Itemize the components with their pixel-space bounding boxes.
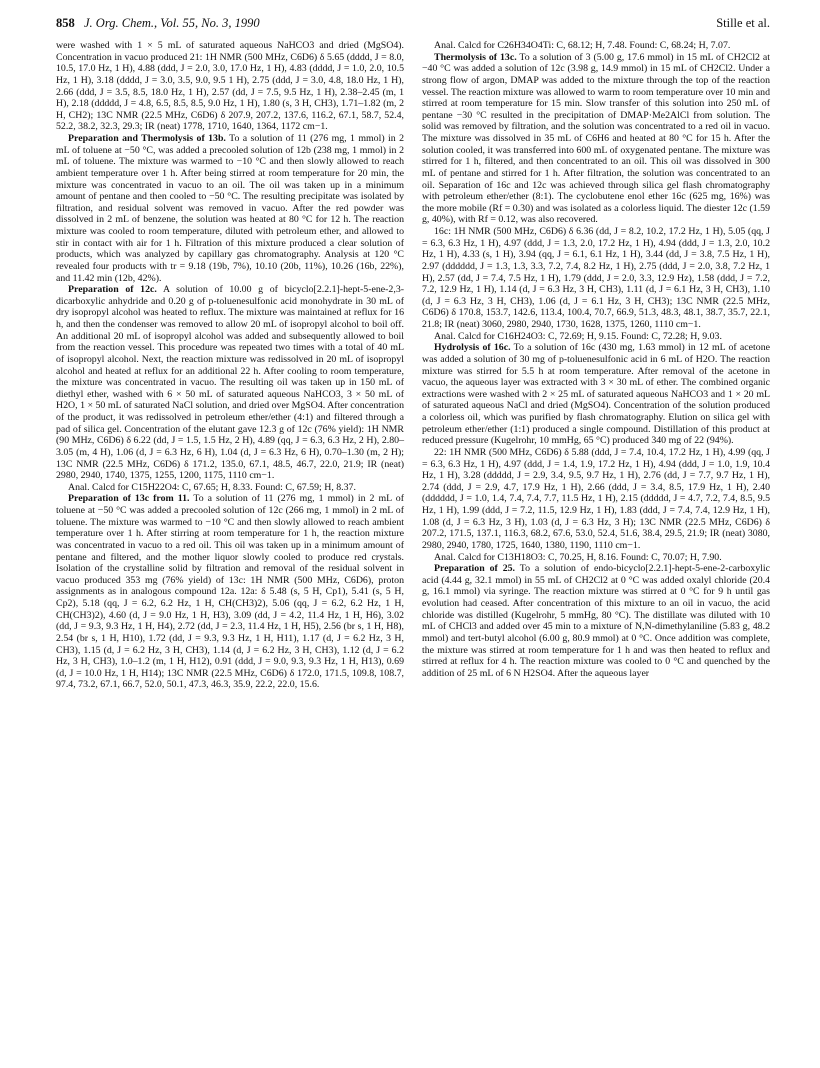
paragraph: were washed with 1 × 5 mL of saturated aqueous NaHCO3 and dried (MgSO4). Concentration in vacuo produced 21: 1H NMR (500 MHz, C6D6) δ 5.65 (dddd, J = 8.0, 10.5, 17.0 Hz, 1 H), 4.88 (ddd, J = 2.0, 3.0, 17.0 Hz, 1 H), 4.83 (dddd, J = 1.0, 2.0, 10.5 Hz, 1 H), 3.18 (dddd, J = 3.0, 3.5, 9.0, 9.5 1 H), 2.75 (ddd, J = 3.0, 4.8, 18.0 Hz, 1 H), 2.66 (ddd, J = 3.5, 8.5, 18.0 Hz, 1 H), 2.57 (dd, J = 7.5, 9.5 Hz, 1 H), 2.38–2.45 (m, 1 H), 2.18 (ddddd, J = 4.8, 6.5, 8.5, 8.5, 9.0 Hz, 1 H), 1.80 (s, 3 H, CH3), 1.71–1.82 (m, 2 H, CH2); 13C NMR (22.5 MHz, C6D6) δ 207.9, 207.2, 137.6, 116.2, 67.1, 58.7, 52.4, 52.2, 38.2, 32.3, 29.3; IR (neat) 1778, 1710, 1640, 1364, 1172 cm−1. (56, 40, 404, 133)
paragraph: Hydrolysis of 16c. To a solution of 16c (430 mg, 1.63 mmol) in 12 mL of acetone was added a solution of 30 mg of p-toluenesulfonic acid in 6 mL of H2O. The reaction mixture was stirred for 5.5 h at room temperature. After removal of the acetone in vacuo, the aqueous layer was extracted with 3 × 30 mL of ether. The combined organic extractions were washed with 2 × 25 mL of saturated aqueous NaHCO3 and 1 × 20 mL of saturated aqueous NaCl and dried (MgSO4). Concentration of the solution produced a colorless oil, which was purified by flash chromatography. Elution on silica gel with petroleum ether/ether (1:1) produced a single compound. Distillation of this product at reduced pressure (Kugelrohr, 10 mmHg, 65 °C) produced 340 mg of 22 (94%). (422, 342, 770, 447)
section-heading: Preparation of 12c. (68, 284, 157, 296)
section-heading: Preparation and Thermolysis of 13b. (68, 133, 226, 144)
paragraph: Anal. Calcd for C15H22O4: C, 67.65; H, 8.33. Found: C, 67.59; H, 8.37. (68, 481, 356, 493)
section-heading: Thermolysis of 13c. (434, 51, 517, 63)
left-column (56, 40, 404, 691)
paragraph: Preparation of 13c from 11. To a solution of 11 (276 mg, 1 mmol) in 2 mL of toluene at −50 °C was added a precooled solution of 12c (266 mg, 1 mmol) in 2 mL of toluene. The mixture was warmed to −10 °C and then slowly allowed to reach ambient temperature over 1 h. After stirring at room temperature for 1 h, the reaction mixture was concentrated in vacuo to a red oil. This oil was taken up in a minimum amount of pentane and filtered, and the mother liquor slowly cooled to produce red crystals. Isolation of the crystalline solid by filtration and removal of the residual solvent in vacuo produced 353 mg (76% yield) of 13c: 1H NMR (500 MHz, C6D6), proton assignments as in analogous compound 12a. 12a: δ 5.48 (s, 5 H, Cp1), 5.41 (s, 5 H, Cp2), 5.18 (qq, J = 6.2, 6.2 Hz, 1 H, CH(CH3)2), 5.06 (qq, J = 6.2, 6.2 Hz, 1 H, CH(CH3)2), 4.60 (d, J = 9.0 Hz, 1 H, H3), 3.09 (dd, J = 4.2, 11.4 Hz, 1 H, H6), 3.02 (dd, J = 9.3, 9.3 Hz, 1 H, H4), 2.72 (dd, J = 2.3, 11.4 Hz, 1 H, H5), 2.56 (br s, 1 H, H8), 2.54 (br s, 1 H, H10), 1.72 (dd, J = 9.3, 9.3 Hz, 1 H, H11), 1.17 (d, J = 6.2 Hz, 3 H, CH3), 1.15 (d, J = 6.2 Hz, 3 H, CH3), 1.14 (d, J = 6.2 Hz, 3 H, CH3), 1.12 (d, J = 6.2 Hz, 3 H, CH3), 1.0–1.2 (m, 1 H, H12), 0.91 (ddd, J = 9.0, 9.3, 9.3 Hz, 1 H, H13), 0.69 (d, J = 10.0 Hz, 1 H, H14); 13C NMR (22.5 MHz, C6D6) δ 172.0, 171.5, 109.8, 108.7, 97.4, 73.2, 67.1, 66.7, 52.0, 50.1, 47.3, 46.3, 35.9, 22.2, 22.0, 15.6. (56, 493, 404, 691)
paragraph: Preparation of 25. To a solution of endo-bicyclo[2.2.1]-hept-5-ene-2-carboxylic acid (4.44 g, 32.1 mmol) in 55 mL of CH2Cl2 at 0 °C was added oxalyl chloride (20.4 g, 16.1 mmol) via syringe. The reaction mixture was stirred at 0 °C for 9 h until gas evolution had ceased. After concentration of this mixture to an oil in vacuo, the acid chloride was distilled (Kugelrohr, 5 mmHg, 80 °C). The distillate was diluted with 10 mL of CHCl3 and added over 45 min to a mixture of N,N-dimethylaniline (5.83 g, 48.2 mmol) and tert-butyl alcohol (6.00 g, 80.9 mmol) at 0 °C. Once addition was complete, the mixture was stirred at room temperature for 1 h and was then heated to reflux and stirred at reflux for 4 h. The reaction mixture was cooled to 0 °C and quenched by the addition of 25 mL of 6 N H2SO4. After the aqueous layer (422, 563, 770, 679)
journal-citation: J. Org. Chem., Vol. 55, No. 3, 1990 (84, 16, 260, 30)
section-heading: Preparation of 25. (434, 563, 516, 575)
running-authors: Stille et al. (716, 16, 770, 30)
page-header (56, 16, 770, 38)
paragraph: Anal. Calcd for C13H18O3: C, 70.25, H, 8.16. Found: C, 70.07; H, 7.90. (434, 551, 722, 563)
paragraph: Thermolysis of 13c. To a solution of 3 (5.00 g, 17.6 mmol) in 15 mL of CH2Cl2 at −40 °C was added a solution of 12c (3.98 g, 14.9 mmol) in 15 mL of CH2Cl2. Under a strong flow of argon, DMAP was added to the mixture through the top of the reaction vessel. The reaction mixture was allowed to warm to room temperature over 10 min and stirred at room temperature for 15 min. Slow transfer of this solution into 250 mL of pentane −30 °C resulted in the precipitation of DMAP·Me2AlCl from solution. The solid was removed by filtration, and the solution was concentrated to a red oil in vacuo. The mixture was dissolved in 35 mL of C6H6 and heated at 80 °C for 15 h. After the solution cooled, it was transferred into 600 mL of oxygenated pentane. The mixture was stirred for 1 h, filtered, and then concentrated to an oil. This oil was dissolved in 300 mL of pentane and stirred for 1 h. After filtration, the solution was concentrated to an oil. Separation of 16c and 12c was achieved through silica gel flash chromatography with petroleum ether/ether (8:1). The cyclobutene enol ether 16c (625 mg, 16%) was the more mobile (Rf = 0.30) and was isolated as a colorless liquid. The diester 12c (1.59 g, 40%), with Rf = 0.12, was also recovered. (422, 51, 770, 226)
paragraph: Anal. Calcd for C26H34O4Ti: C, 68.12; H, 7.48. Found: C, 68.24; H, 7.07. (434, 40, 731, 51)
paragraph: 22: 1H NMR (500 MHz, C6D6) δ 5.88 (ddd, J = 7.4, 10.4, 17.2 Hz, 1 H), 4.99 (qq, J = 6.3, 6.3 Hz, 1 H), 4.97 (ddd, J = 1.4, 1.9, 17.2 Hz, 1 H), 4.94 (ddd, J = 1.0, 1.9, 10.4 Hz, 1 H), 3.28 (ddddd, J = 2.9, 3.4, 9.5, 9.7 Hz, 1 H), 2.76 (dd, J = 7.7, 9.7 Hz, 1 H), 2.74 (ddd, J = 2.9, 4.7, 17.9 Hz, 1 H), 2.66 (ddd, J = 3.4, 8.5, 17.9 Hz, 1 H), 2.40 (dddddd, J = 1.0, 1.4, 7.4, 7.4, 7.7, 11.5 Hz, 1 H), 2.15 (ddddd, J = 4.7, 7.2, 7.4, 8.5, 9.5 Hz, 1 H), 1.99 (ddd, J = 7.2, 11.5, 12.9 Hz, 1 H), 1.83 (ddd, J = 7.4, 7.4, 12.9 Hz, 1 H), 1.08 (d, J = 6.3 Hz, 3 H), 1.03 (d, J = 6.3 Hz, 3 H); 13C NMR (22.5 MHz, C6D6) δ 207.2, 171.5, 137.1, 116.3, 68.2, 67.6, 53.0, 52.4, 51.6, 38.4, 29.5, 21.9; IR (neat) 3080, 2980, 2940, 1780, 1725, 1640, 1380, 1190, 1110 cm−1. (422, 446, 770, 551)
right-column (422, 40, 770, 679)
paragraph: Preparation and Thermolysis of 13b. To a solution of 11 (276 mg, 1 mmol) in 2 mL of toluene at −50 °C, was added a precooled solution of 12b (238 mg, 1 mmol) in 2 mL of toluene. The mixture was warmed to −10 °C and then slowly allowed to reach ambient temperature over 1 h. After being stirred at room temperature for 20 min, the mixture was concentrated in vacuo to an oil. The oil was taken up in a minimum amount of pentane and then cooled to −50 °C. The resulting precipitate was isolated by filtration, and residual solvent was removed in vacuo. After the red powder was dissolved in 2 mL of benzene, the solution was heated at 80 °C for 12 h. The reaction mixture was cooled to room temperature, diluted with petroleum ether, and allowed to stir in contact with air for 1 h. Filtration of this mixture produced a clear solution of products, which was analyzed by capillary gas chromatography. Analysis at 120 °C revealed four products with tr = 9.18 (19b, 7%), 10.10 (20b, 11%), 10.26 (16b, 22%), and 11.42 min (12b, 42%). (56, 133, 404, 284)
paragraph: Preparation of 12c. A solution of 10.00 g of bicyclo[2.2.1]-hept-5-ene-2,3-dicarboxylic anhydride and 0.20 g of p-toluenesulfonic acid monohydrate in 30 mL of dry isopropyl alcohol was heated to reflux. The mixture was maintained at reflux for 16 h, and then the condenser was removed to allow 20 mL of isopropyl alcohol to boil off. An additional 20 mL of isopropyl alcohol was added and subsequently allowed to boil from the reaction vessel. This procedure was repeated two times with a total of 40 mL of isopropyl alcohol. Next, the reaction mixture was redissolved in 20 mL of isopropyl alcohol and heated at reflux for an additional 22 h. After cooling to room temperature, the mixture was concentrated in vacuo. The resulting oil was taken up in 150 mL of diethyl ether, washed with 6 × 50 mL of saturated aqueous NaHCO3, 3 × 50 mL of H2O, 1 × 50 mL of saturated NaCl solution, and dried over MgSO4. After concentration of the product, it was redissolved in petroleum ether/ether (4:1) and filtered through a pad of silica gel. Concentration of the elutant gave 12.3 g of 12c (76% yield): 1H NMR (90 MHz, C6D6) δ 6.22 (dd, J = 1.5, 1.5 Hz, 2 H), 4.89 (qq, J = 6.3, 6.3 Hz, 2 H), 2.80–3.05 (m, 4 H), 1.06 (d, J = 6.3 Hz, 6 H), 1.04 (d, J = 6.3 Hz, 6 H), 0.70–1.30 (m, 2 H); 13C NMR (22.5 MHz, C6D6) δ 171.2, 135.0, 67.1, 48.5, 46.7, 22.0, 21.9; IR (neat) 2980, 2940, 1740, 1375, 1255, 1200, 1175, 1110 cm−1. (56, 284, 405, 482)
paragraph: Anal. Calcd for C16H24O3: C, 72.69; H, 9.15. Found: C, 72.28; H, 9.03. (434, 330, 722, 342)
paragraph: 16c: 1H NMR (500 MHz, C6D6) δ 6.36 (dd, J = 8.2, 10.2, 17.2 Hz, 1 H), 5.05 (qq, J = 6.3, 6.3 Hz, 1 H), 4.97 (ddd, J = 1.3, 2.0, 17.2 Hz, 1 H), 4.94 (ddd, J = 1.3, 2.0, 10.2 Hz, 1 H), 4.33 (s, 1 H), 3.94 (qq, J = 6.1, 6.1 Hz, 1 H), 3.44 (dd, J = 3.8, 7.5 Hz, 1 H), 2.97 (dddddd, J = 1.3, 1.3, 3.3, 7.2, 7.4, 8.2 Hz, 1 H), 2.75 (ddd, J = 2.0, 3.8, 7.2 Hz, 1 H), 2.57 (dd, J = 7.4, 7.5 Hz, 1 H), 1.79 (ddd, J = 2.0, 3.3, 12.9 Hz), 1.58 (ddd, J = 7.2, 7.2, 12.9 Hz, 1 H), 1.14 (d, J = 6.3 Hz, 3 H, CH3), 1.11 (d, J = 6.1 Hz, 3 H, CH3), 1.10 (d, J = 6.3 Hz, 3 H, CH3), 1.06 (d, J = 6.1 Hz, 3 H, CH3); 13C NMR (22.5 MHz, C6D6) δ 170.8, 153.7, 142.6, 113.4, 100.4, 70.7, 66.9, 51.3, 48.3, 48.1, 38.7, 35.7, 22.1, 21.8; IR (neat) 3060, 2980, 2940, 1730, 1628, 1375, 1260, 1110 cm−1. (422, 226, 770, 330)
section-heading: Hydrolysis of 16c. (434, 342, 511, 354)
page-number: 858 (56, 16, 75, 30)
section-heading: Preparation of 13c from 11. (68, 493, 190, 505)
